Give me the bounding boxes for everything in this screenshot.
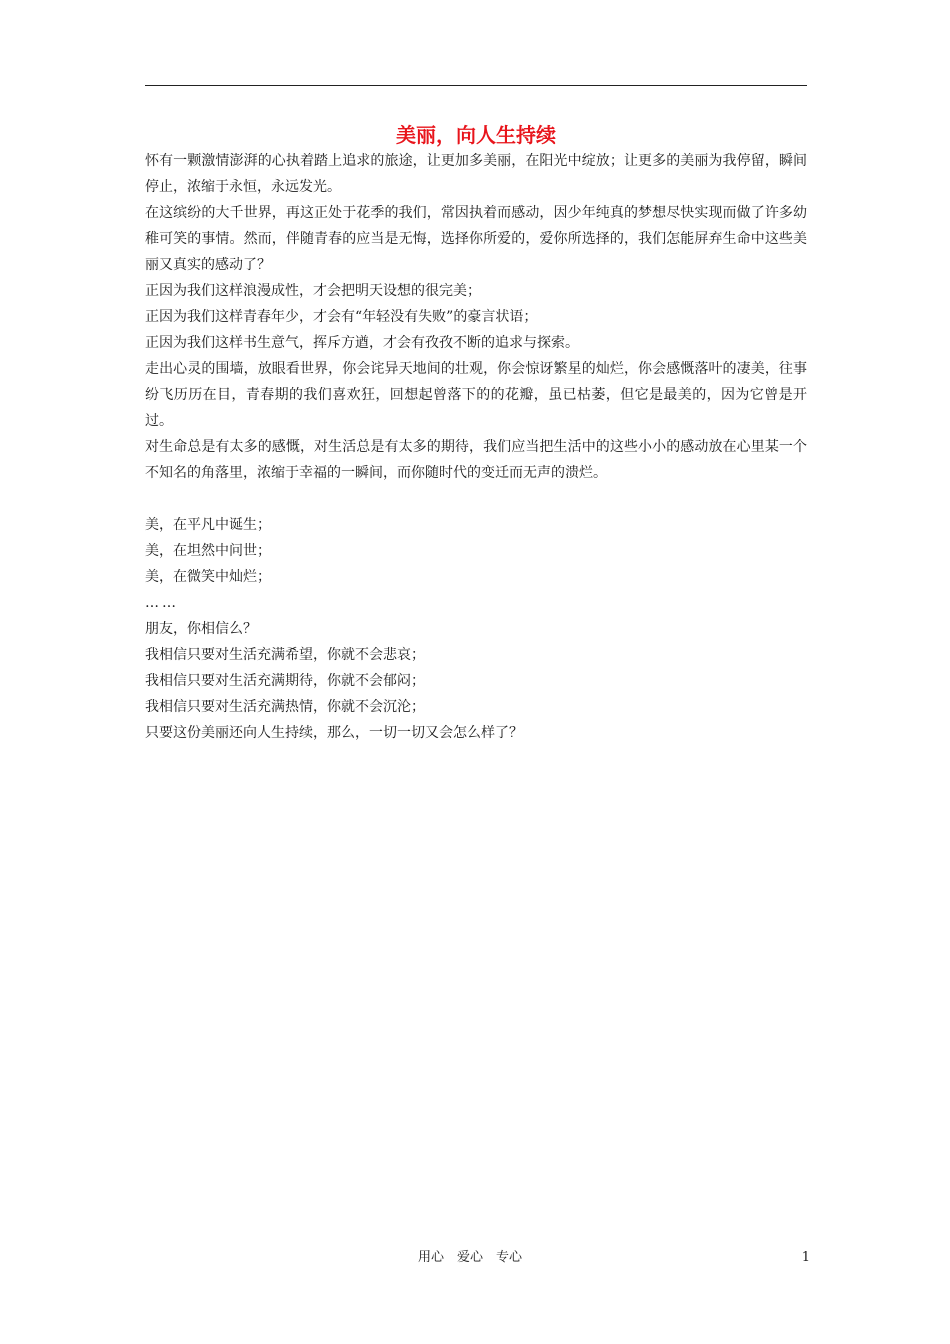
verse-line: 美，在平凡中诞生； xyxy=(145,517,271,533)
verse-line: 美，在坦然中问世； xyxy=(145,543,271,559)
paragraph: 对生命总是有太多的感慨，对生活总是有太多的期待，我们应当把生活中的这些小小的感动放在心里某一个不知名的角落里，浓缩于幸福的一瞬间，而你随时代的变迁而无声的溃烂。 xyxy=(145,439,807,481)
document-body xyxy=(145,148,807,746)
verse-line: 只要这份美丽还向人生持续，那么，一切一切又会怎么样了？ xyxy=(145,725,523,741)
paragraph: 正因为我们这样浪漫成性，才会把明天设想的很完美； xyxy=(145,283,481,299)
page-number: 1 xyxy=(801,1250,810,1265)
header-rule xyxy=(145,85,807,86)
verse-line: 我相信只要对生活充满期待，你就不会郁闷； xyxy=(145,673,425,689)
verse-line: 我相信只要对生活充满热情，你就不会沉沦； xyxy=(145,699,425,715)
paragraph: 走出心灵的围墙，放眼看世界，你会诧异天地间的壮观，你会惊讶繁星的灿烂，你会感慨落叶的凄美，往事纷飞历历在目，青春期的我们喜欢狂，回想起曾落下的的花瓣，虽已枯萎，但它是最美的，因为它曾是开过。 xyxy=(145,361,807,429)
footer-motto: 用心 爱心 专心 xyxy=(417,1250,522,1265)
paragraph: 正因为我们这样青春年少，才会有“年轻没有失败”的豪言状语； xyxy=(145,309,538,325)
document-title: 美丽，向人生持续 xyxy=(396,123,556,147)
paragraph: 在这缤纷的大千世界，再这正处于花季的我们，常因执着而感动，因少年纯真的梦想尽快实现而做了许多幼稚可笑的事情。然而，伴随青春的应当是无悔，选择你所爱的，爱你所选择的，我们怎能屏弃生命中这些美丽又真实的感动了？ xyxy=(145,205,807,273)
verse-line: 美，在微笑中灿烂； xyxy=(145,569,271,585)
verse-line: 我相信只要对生活充满希望，你就不会悲哀； xyxy=(145,647,425,663)
verse-line: 朋友，你相信么？ xyxy=(145,621,257,637)
blank-line xyxy=(145,486,807,512)
paragraph: 怀有一颗激情澎湃的心执着踏上追求的旅途，让更加多美丽，在阳光中绽放；让更多的美丽为我停留，瞬间停止，浓缩于永恒，永远发光。 xyxy=(145,153,807,195)
paragraph: 正因为我们这样书生意气，挥斥方遒，才会有孜孜不断的追求与探索。 xyxy=(145,335,579,351)
ellipsis-line: …… xyxy=(145,595,179,611)
